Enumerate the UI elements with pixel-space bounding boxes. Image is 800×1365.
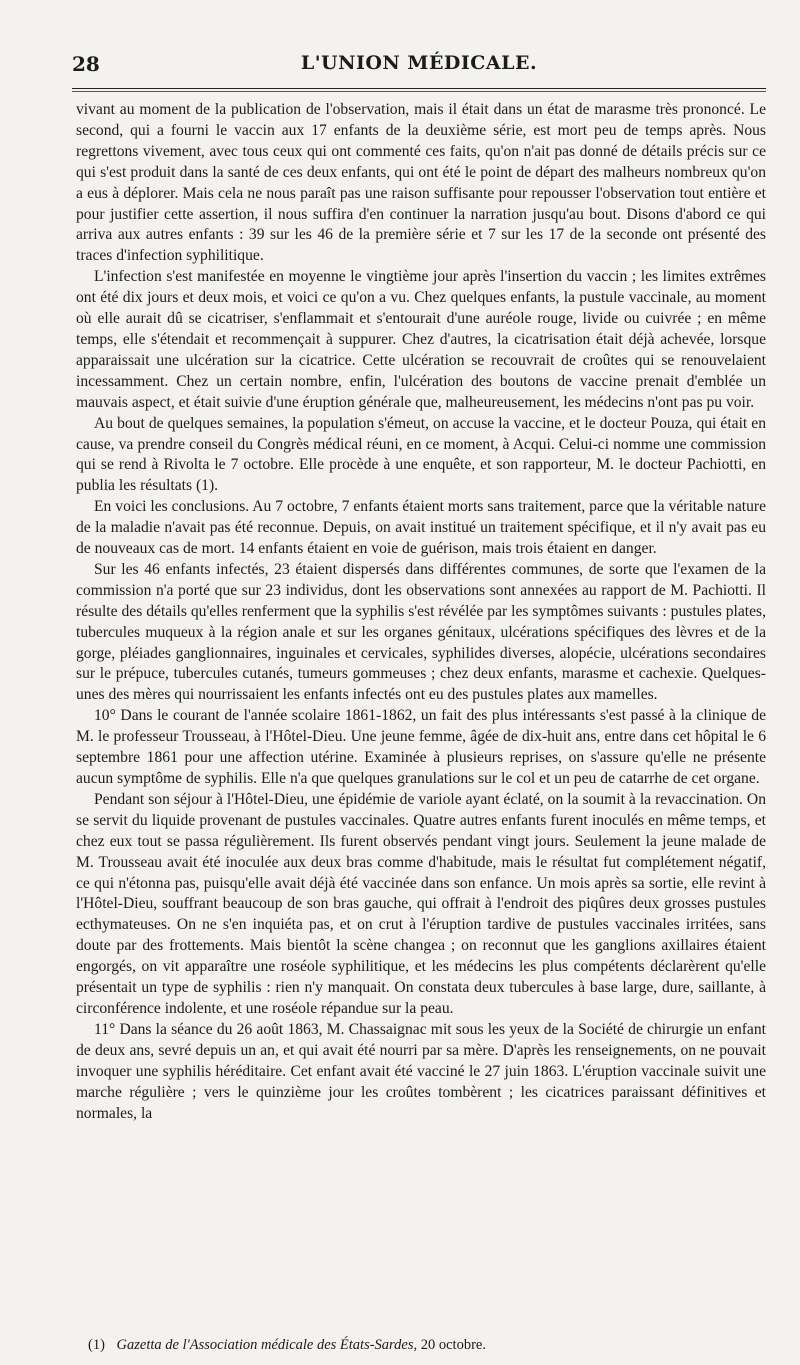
body-text <box>76 100 766 1124</box>
header-rule <box>72 88 766 89</box>
paragraph: En voici les conclusions. Au 7 octobre, 7 enfants étaient morts sans traitement, parce que la véritable nature de la maladie n'avait pas été reconnue. Depuis, on avait institué un traitement spécifique, et il n'y avait pas eu de nouveaux cas de mort. 14 enfants étaient en voie de guérison, mais trois étaient en danger. <box>76 498 766 558</box>
paragraph-case-11: 11° Dans la séance du 26 août 1863, M. Chassaignac mit sous les yeux de la Société de chirurgie un enfant de deux ans, sevré depuis un an, et qui avait été nourri par sa mère. D'après les renseignements, on ne pouvait invoquer une syphilis héréditaire. Cet enfant avait été vacciné le 27 juin 1863. L'éruption vaccinale suivit une marche régulière ; vers le quinzième jour les croûtes tombèrent ; les cicatrices paraissant définitives et normales, la <box>76 1020 766 1122</box>
paragraph-continuation: vivant au moment de la publication de l'observation, mais il était dans un état de marasme très prononcé. Le second, qui a fourni le vaccin aux 17 enfants de la deuxième série, est mort peu de temps après. Nous regrettons vivement, avec tous ceux qui ont commenté ces faits, qu'on n'ait pas donné de détails précis sur ce qui s'est produit dans la santé de ces deux enfants, qui ont été le point de départ des malheurs nombreux qu'on a eus à déplorer. Mais cela ne nous paraît pas une raison suffisante pour repousser l'observation tout entière et pour justifier cette assertion, il nous suffira d'en continuer la narration jusqu'au bout. Disons d'abord ce qui arriva aux autres enfants : 39 sur les 46 de la première série et 7 sur les 17 de la seconde ont présenté des traces d'infection syphilitique. <box>76 101 766 265</box>
footnote-mark: (1) <box>88 1337 105 1353</box>
footnote-date: 20 octobre. <box>420 1337 486 1353</box>
footnote <box>88 1337 768 1354</box>
paragraph: L'infection s'est manifestée en moyenne le vingtième jour après l'insertion du vaccin ; les limites extrêmes ont été dix jours et deux mois, et voici ce qu'on a vu. Chez quelques enfants, la pustule vaccinale, au moment où elle aurait dû se cicatriser, s'enflammait et s'entourait d'une auréole rouge, livide ou cuivrée ; en même temps, elle s'étendait et recommençait à suppurer. Chez d'autres, la cicatrisation était déjà achevée, lorsque apparaissait une ulcération sur la cicatrice. Cette ulcération se recouvrait de croûtes qui se renouvelaient incessamment. Chez un certain nombre, enfin, l'ulcération des boutons de vaccine prenait d'emblée un mauvais aspect, et était suivie d'une éruption générale que, malheureusement, les médecins n'ont pas pu voir. <box>76 268 766 411</box>
page-number: 28 <box>72 52 100 76</box>
paragraph: Sur les 46 enfants infectés, 23 étaient dispersés dans différentes communes, de sorte que l'examen de la commission n'a porté que sur 23 individus, dont les observations sont annexées au rapport de M. Pachiotti. Il résulte des détails qu'elles renferment que la syphilis s'est révélée par les symptômes suivants : pustules plates, tubercules muqueux à la région anale et sur les organes génitaux, ulcérations spécifiques des lèvres et de la gorge, pléiades ganglionnaires, inguinales et cervicales, syphilides diverses, alopécie, ulcérations secondaires sur le prépuce, tubercules cutanés, tumeurs gommeuses ; chez deux enfants, marasme et cachexie. Quelques-unes des mères qui nourrissaient les enfants infectés ont eu des pustules plates aux mamelles. <box>76 560 766 704</box>
paragraph-case-10: 10° Dans le courant de l'année scolaire 1861-1862, un fait des plus intéressants s'est passé à la clinique de M. le professeur Trousseau, à l'Hôtel-Dieu. Une jeune femme, âgée de dix-huit ans, entre dans cet hôpital le 6 septembre 1861 pour une affection utérine. Examinée à plusieurs reprises, on s'assure qu'elle ne présente aucun symptôme de syphilis. Elle n'a que quelques granulations sur le col et un peu de catarrhe de cet organe. <box>76 707 766 787</box>
paragraph: Au bout de quelques semaines, la population s'émeut, on accuse la vaccine, et le docteur Pouza, qui était en cause, va prendre conseil du Congrès médical réuni, en ce moment, à Acqui. Celui-ci nomme une commission qui se rend à Rivolta le 7 octobre. Elle procède à une enquête, et son rapporteur, M. le docteur Pachiotti, en publia les résultats (1). <box>76 414 766 495</box>
footnote-source: Gazetta de l'Association médicale des États-Sardes, <box>116 1337 418 1353</box>
header-rule-thin <box>72 91 766 92</box>
page-header <box>72 52 766 80</box>
running-title: L'UNION MÉDICALE. <box>300 52 538 74</box>
paragraph: Pendant son séjour à l'Hôtel-Dieu, une épidémie de variole ayant éclaté, on la soumit à la revaccination. On se servit du liquide provenant de pustules vaccinales. Quatre autres enfants furent inoculés en même temps, et chez eux tout se passa régulièrement. Ils furent observés pendant vingt jours. Seulement la jeune malade de M. Trousseau avait été inoculée aux deux bras comme d'habitude, mais le résultat fut complétement négatif, ce qui n'étonna pas, puisqu'elle avait déjà été vaccinée dans son enfance. Un mois après sa sortie, elle revint à l'Hôtel-Dieu, souffrant beaucoup de son bras gauche, qui offrait à l'endroit des piqûres deux grosses pustules ecthymateuses. On ne s'en inquiéta pas, et on crut à l'éruption tardive de pustules vaccinales irritées, sans doute par des frottements. Mais bientôt la scène changea ; on reconnut que les ganglions axillaires étaient engorgés, on vit apparaître une roséole syphilitique, et les médecins les plus compétents déclarèrent qu'elle présentait un type de syphilis : rien n'y manquait. On constata deux tubercules à base large, dure, saillante, à circonférence indolente, et une roséole répandue sur la peau. <box>76 790 766 1017</box>
